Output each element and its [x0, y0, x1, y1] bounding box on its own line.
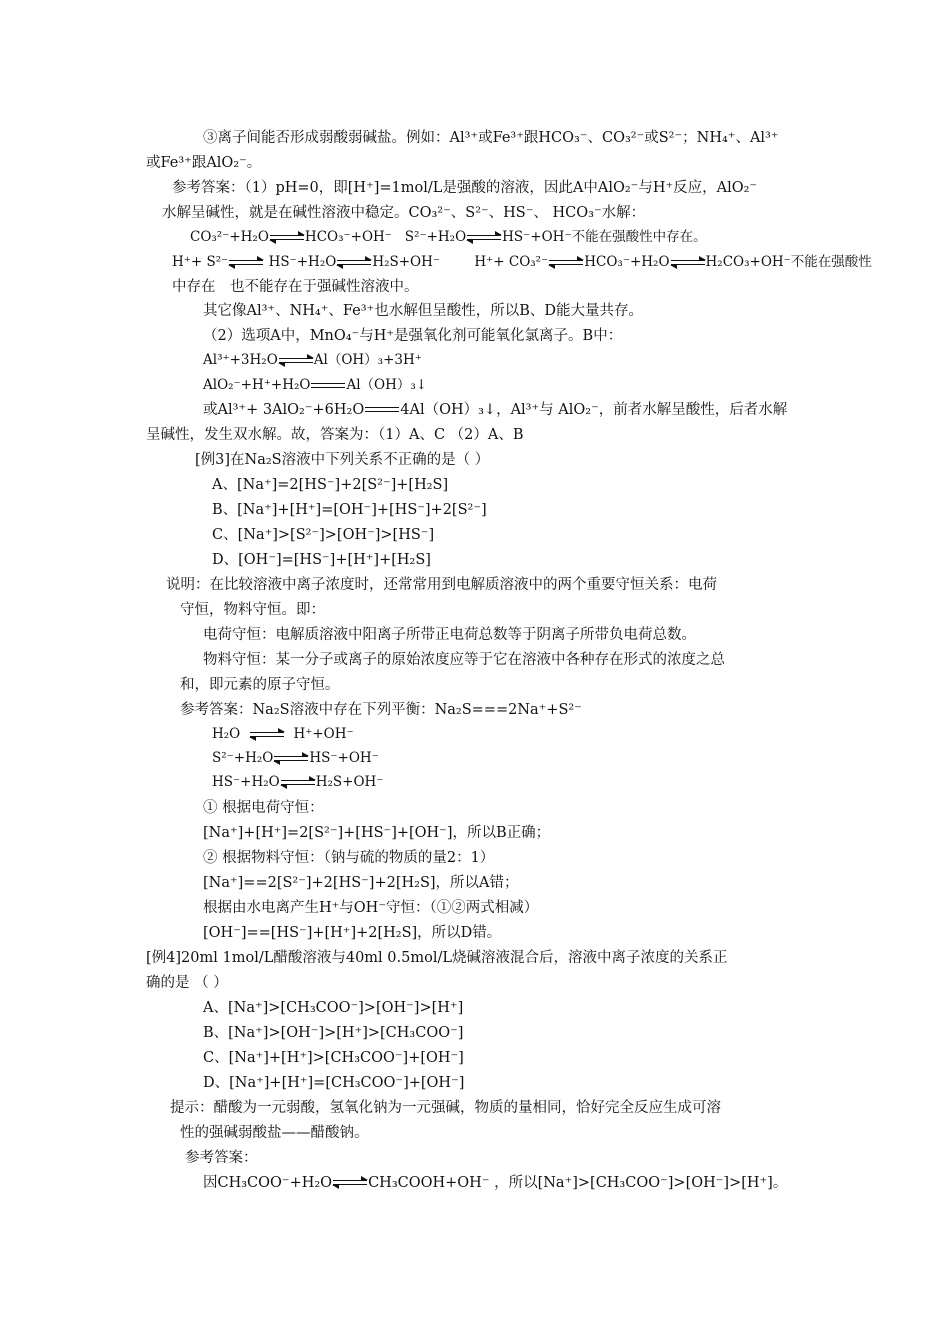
text-line: 参考答案：	[185, 1150, 258, 1166]
text-line: 参考答案：Na₂S溶液中存在下列平衡：Na₂S===2Na⁺+S²⁻	[180, 702, 582, 718]
example-heading: [例3]在Na₂S溶液中下列关系不正确的是（ ）	[195, 452, 490, 468]
text-line: （2）选项A中，MnO₄⁻与H⁺是强氧化剂可能氧化氯离子。B中：	[203, 328, 623, 344]
equation-line	[190, 227, 707, 249]
equilibrium-arrow-icon	[671, 258, 705, 268]
option-d: D、[Na⁺]+[H⁺]=[CH₃COO⁻]+[OH⁻]	[203, 1075, 465, 1091]
equilibrium-arrow-icon	[279, 356, 313, 366]
text-line: 水解呈碱性，就是在碱性溶液中稳定。CO₃²⁻、S²⁻、HS⁻、 HCO₃⁻水解：	[162, 205, 646, 221]
double-equals-sign-icon	[311, 381, 345, 391]
equation-part: H⁺+ CO₃²⁻	[474, 254, 549, 270]
equation-line	[212, 772, 383, 794]
equation-part: Al（OH）₃+3H⁺	[313, 352, 422, 368]
option-b: B、[Na⁺]+[H⁺]=[OH⁻]+[HS⁻]+2[S²⁻]	[212, 502, 487, 518]
text-line: [Na⁺]==2[S²⁻]+2[HS⁻]+2[H₂S]，所以A错；	[203, 875, 519, 891]
equation-line	[172, 252, 872, 274]
equation-part: H₂S+OH⁻	[315, 774, 384, 790]
text-line: 参考答案：（1）pH=0，即[H⁺]=1mol/L是强酸的溶液，因此A中AlO₂⁻与H⁺反应，AlO₂⁻	[172, 180, 758, 196]
equation-part: 4Al（OH）₃↓，Al³⁺与 AlO₂⁻，前者水解呈酸性，后者水解	[400, 402, 788, 418]
text-line: 根据由水电离产生H⁺与OH⁻守恒：（①②两式相减）	[203, 900, 539, 916]
option-d: D、[OH⁻]=[HS⁻]+[H⁺]+[H₂S]	[212, 552, 431, 568]
equilibrium-arrow-icon	[281, 778, 315, 788]
equilibrium-arrow-icon	[270, 233, 304, 243]
equation-line	[203, 1173, 787, 1195]
text-line: 物料守恒：某一分子或离子的原始浓度应等于它在溶液中各种存在形式的浓度之总	[203, 652, 725, 668]
equilibrium-arrow-icon	[274, 754, 308, 764]
equation-part: HS⁻+H₂O	[268, 254, 337, 270]
option-a: A、[Na⁺]=2[HS⁻]+2[S²⁻]+[H₂S]	[212, 477, 449, 493]
equation-part: HS⁻+OH⁻	[309, 750, 379, 766]
equation-part: CO₃²⁻+H₂O	[190, 229, 269, 245]
equilibrium-arrow-icon	[467, 233, 501, 243]
text-line: 性的强碱弱酸盐——醋酸钠。	[180, 1125, 369, 1141]
text-line: 中存在 也不能存在于强碱性溶液中。	[172, 279, 419, 295]
equation-part: H₂S+OH⁻	[372, 254, 441, 270]
equation-part: H₂CO₃+OH⁻不能在强酸性	[705, 254, 872, 270]
equation-part: 或Al³⁺+ 3AlO₂⁻+6H₂O	[203, 402, 365, 418]
text-line: ② 根据物料守恒：（钠与硫的物质的量2：1）	[203, 850, 495, 866]
equation-part: H₂O	[212, 726, 241, 742]
text-line: [OH⁻]==[HS⁻]+[H⁺]+2[H₂S]，所以D错。	[203, 925, 502, 941]
equation-part: Al（OH）₃↓	[346, 377, 428, 393]
equation-line	[212, 724, 354, 746]
equation-part: HCO₃⁻+OH⁻	[304, 229, 392, 245]
equation-part: AlO₂⁻+H⁺+H₂O	[203, 377, 311, 393]
double-equals-sign-icon	[365, 405, 399, 415]
equilibrium-arrow-icon	[549, 258, 583, 268]
text-line: 呈碱性，发生双水解。故，答案为：（1）A、C （2）A、B	[146, 427, 524, 443]
equation-line	[212, 748, 379, 770]
text-line: 提示：醋酸为一元弱酸，氢氧化钠为一元强碱，物质的量相同，恰好完全反应生成可溶	[170, 1100, 721, 1116]
text-line: [Na⁺]+[H⁺]=2[S²⁻]+[HS⁻]+[OH⁻]，所以B正确；	[203, 825, 551, 841]
equation-part: HCO₃⁻+H₂O	[584, 254, 670, 270]
equilibrium-arrow-icon	[333, 1178, 367, 1188]
text-line: 电荷守恒：电解质溶液中阳离子所带正电荷总数等于阴离子所带负电荷总数。	[203, 627, 696, 643]
option-a: A、[Na⁺]>[CH₃COO⁻]>[OH⁻]>[H⁺]	[203, 1000, 464, 1016]
option-c: C、[Na⁺]+[H⁺]>[CH₃COO⁻]+[OH⁻]	[203, 1050, 464, 1066]
text-line: 或Fe³⁺跟AlO₂⁻。	[146, 155, 262, 171]
equation-part: H⁺+ S²⁻	[172, 254, 229, 270]
equation-line	[203, 375, 427, 397]
text-line: 和，即元素的原子守恒。	[180, 677, 340, 693]
example-heading: [例4]20ml 1mol/L醋酸溶液与40ml 0.5mol/L烧碱溶液混合后，溶液中离子浓度的关系正	[146, 950, 728, 966]
equilibrium-arrow-icon	[229, 258, 263, 268]
equation-line	[203, 400, 787, 422]
equation-line	[203, 350, 422, 372]
equation-part: H⁺+OH⁻	[293, 726, 354, 742]
equation-part: S²⁻+H₂O	[404, 229, 467, 245]
equation-part: S²⁻+H₂O	[212, 750, 274, 766]
equation-part: HS⁻+OH⁻不能在强酸性中存在。	[502, 229, 707, 245]
option-b: B、[Na⁺]>[OH⁻]>[H⁺]>[CH₃COO⁻]	[203, 1025, 464, 1041]
text-line: 确的是 （ ）	[146, 975, 228, 991]
equation-part: 因CH₃COO⁻+H₂O	[203, 1175, 333, 1191]
text-line: 守恒，物料守恒。即：	[180, 602, 325, 618]
text-line: 说明：在比较溶液中离子浓度时，还常常用到电解质溶液中的两个重要守恒关系：电荷	[166, 577, 717, 593]
text-line: 其它像Al³⁺、NH₄⁺、Fe³⁺也水解但呈酸性，所以B、D能大量共存。	[203, 303, 643, 319]
option-c: C、[Na⁺]>[S²⁻]>[OH⁻]>[HS⁻]	[212, 527, 435, 543]
equation-part: CH₃COOH+OH⁻ ，所以[Na⁺]>[CH₃COO⁻]>[OH⁻]>[H⁺]。	[368, 1175, 788, 1191]
equation-part: Al³⁺+3H₂O	[203, 352, 278, 368]
equilibrium-arrow-icon	[337, 258, 371, 268]
equilibrium-arrow-icon	[250, 730, 284, 740]
equation-part: HS⁻+H₂O	[212, 774, 280, 790]
text-line: ① 根据电荷守恒：	[203, 800, 324, 816]
text-line: ③离子间能否形成弱酸弱碱盐。例如：Al³⁺或Fe³⁺跟HCO₃⁻、CO₃²⁻或S²⁻；NH₄⁺、Al³⁺	[203, 130, 779, 146]
